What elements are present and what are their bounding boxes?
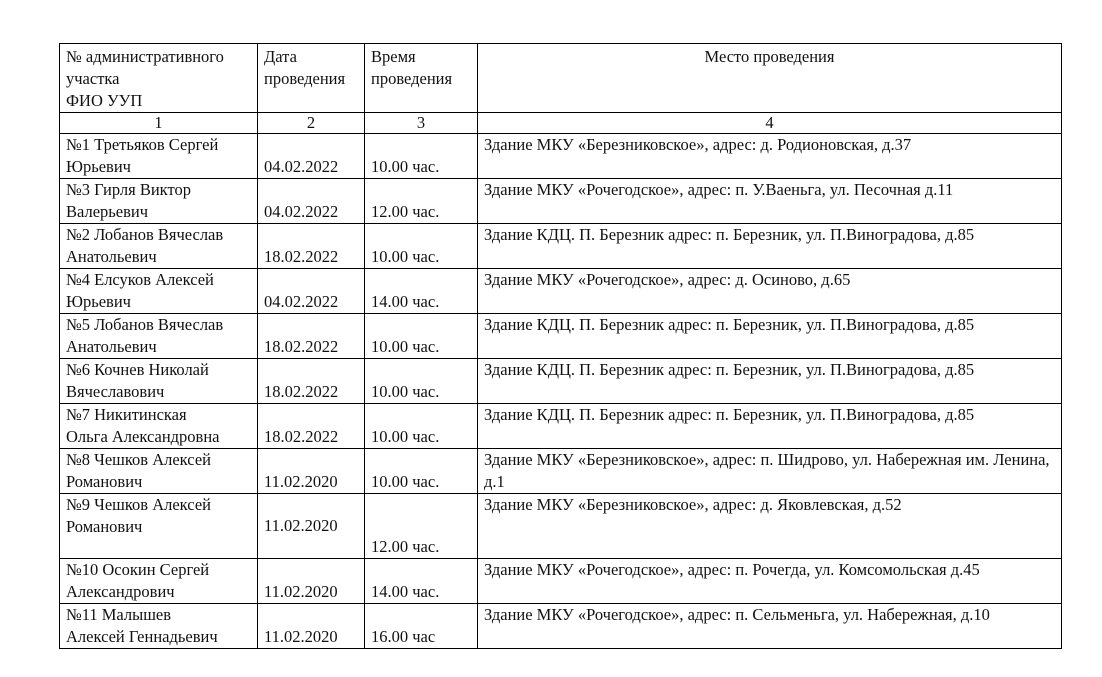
officer-name-line1: №6 Кочнев Николай [66,360,209,379]
officer-name-line2: Валерьевич [66,202,149,221]
officer-name-line2: Анатольевич [66,337,157,356]
officer-name-line1: №10 Осокин Сергей [66,560,210,579]
header-time-line1: Время [371,47,416,66]
officer-name-line2: Анатольевич [66,247,157,266]
header-row [60,44,1062,113]
table-row [60,269,1062,314]
officer-name-line2: Романович [66,472,143,491]
date-cell: 11.02.2020 [258,449,365,494]
officer-name-line1: №2 Лобанов Вячеслав [66,225,224,244]
officer-cell [60,494,258,559]
place-cell: Здание КДЦ. П. Березник адрес: п. Березник, ул. П.Виноградова, д.85 [478,359,1062,404]
header-place: Место проведения [478,44,1062,113]
schedule-table [59,43,1062,649]
officer-cell [60,404,258,449]
officer-name-line1: №5 Лобанов Вячеслав [66,315,224,334]
header-date [258,44,365,113]
time-cell: 10.00 час. [365,449,478,494]
time-cell: 10.00 час. [365,224,478,269]
date-cell: 18.02.2022 [258,404,365,449]
header-date-line2: проведения [264,69,346,88]
officer-name-line1: №11 Малышев [66,605,172,624]
column-number: 3 [365,113,478,134]
header-district-line2: участка [66,69,120,88]
officer-cell [60,359,258,404]
place-cell: Здание МКУ «Рочегодское», адрес: п. Рочегда, ул. Комсомольская д.45 [478,559,1062,604]
column-number: 4 [478,113,1062,134]
place-cell: Здание МКУ «Березниковское», адрес: д. Родионовская, д.37 [478,134,1062,179]
place-cell: Здание МКУ «Березниковское», адрес: д. Яковлевская, д.52 [478,494,1062,559]
time-cell: 16.00 час [365,604,478,649]
date-cell: 11.02.2020 [258,604,365,649]
time-cell: 10.00 час. [365,134,478,179]
officer-name-line2: Вячеславович [66,382,165,401]
column-number: 2 [258,113,365,134]
table-row [60,134,1062,179]
officer-name-line2: Ольга Александровна [66,427,220,446]
header-district-line3: ФИО УУП [66,91,143,110]
table-row [60,494,1062,559]
officer-cell [60,314,258,359]
place-cell: Здание МКУ «Березниковское», адрес: п. Шидрово, ул. Набережная им. Ленина, д.1 [478,449,1062,494]
date-cell: 11.02.2020 [258,559,365,604]
column-number-row [60,113,1062,134]
officer-name-line1: №9 Чешков Алексей [66,495,211,514]
officer-cell [60,559,258,604]
officer-name-line1: №7 Никитинская [66,405,187,424]
table-row [60,359,1062,404]
time-cell: 10.00 час. [365,314,478,359]
officer-name-line1: №8 Чешков Алексей [66,450,211,469]
date-cell: 04.02.2022 [258,269,365,314]
table-row [60,224,1062,269]
officer-cell [60,604,258,649]
officer-name-line2: Романович [66,517,143,536]
officer-name-line2: Алексей Геннадьевич [66,627,218,646]
date-cell: 18.02.2022 [258,314,365,359]
officer-name-line2: Юрьевич [66,292,131,311]
table-row [60,179,1062,224]
place-cell: Здание КДЦ. П. Березник адрес: п. Березник, ул. П.Виноградова, д.85 [478,314,1062,359]
date-cell: 18.02.2022 [258,224,365,269]
date-cell: 04.02.2022 [258,179,365,224]
officer-cell [60,224,258,269]
officer-name-line1: №3 Гирля Виктор [66,180,191,199]
table-row [60,404,1062,449]
officer-cell [60,134,258,179]
header-time-line2: проведения [371,69,453,88]
time-cell: 14.00 час. [365,269,478,314]
place-cell: Здание МКУ «Рочегодское», адрес: п. Сельменьга, ул. Набережная, д.10 [478,604,1062,649]
table-row [60,314,1062,359]
time-cell: 10.00 час. [365,359,478,404]
date-cell: 11.02.2020 [258,494,365,559]
header-district-line1: № административного [66,47,224,66]
officer-cell [60,179,258,224]
date-cell: 04.02.2022 [258,134,365,179]
time-cell: 12.00 час. [365,494,478,559]
table-row [60,559,1062,604]
officer-cell [60,269,258,314]
officer-name-line2: Александрович [66,582,175,601]
table-row [60,604,1062,649]
header-district [60,44,258,113]
officer-name-line1: №4 Елсуков Алексей [66,270,214,289]
column-number: 1 [60,113,258,134]
officer-name-line1: №1 Третьяков Сергей [66,135,219,154]
place-cell: Здание МКУ «Рочегодское», адрес: п. У.Ваеньга, ул. Песочная д.11 [478,179,1062,224]
time-cell: 12.00 час. [365,179,478,224]
date-cell: 18.02.2022 [258,359,365,404]
header-time [365,44,478,113]
time-cell: 10.00 час. [365,404,478,449]
place-cell: Здание КДЦ. П. Березник адрес: п. Березник, ул. П.Виноградова, д.85 [478,404,1062,449]
table-row [60,449,1062,494]
officer-cell [60,449,258,494]
header-date-line1: Дата [264,47,297,66]
place-cell: Здание МКУ «Рочегодское», адрес: д. Осиново, д.65 [478,269,1062,314]
place-cell: Здание КДЦ. П. Березник адрес: п. Березник, ул. П.Виноградова, д.85 [478,224,1062,269]
officer-name-line2: Юрьевич [66,157,131,176]
time-cell: 14.00 час. [365,559,478,604]
